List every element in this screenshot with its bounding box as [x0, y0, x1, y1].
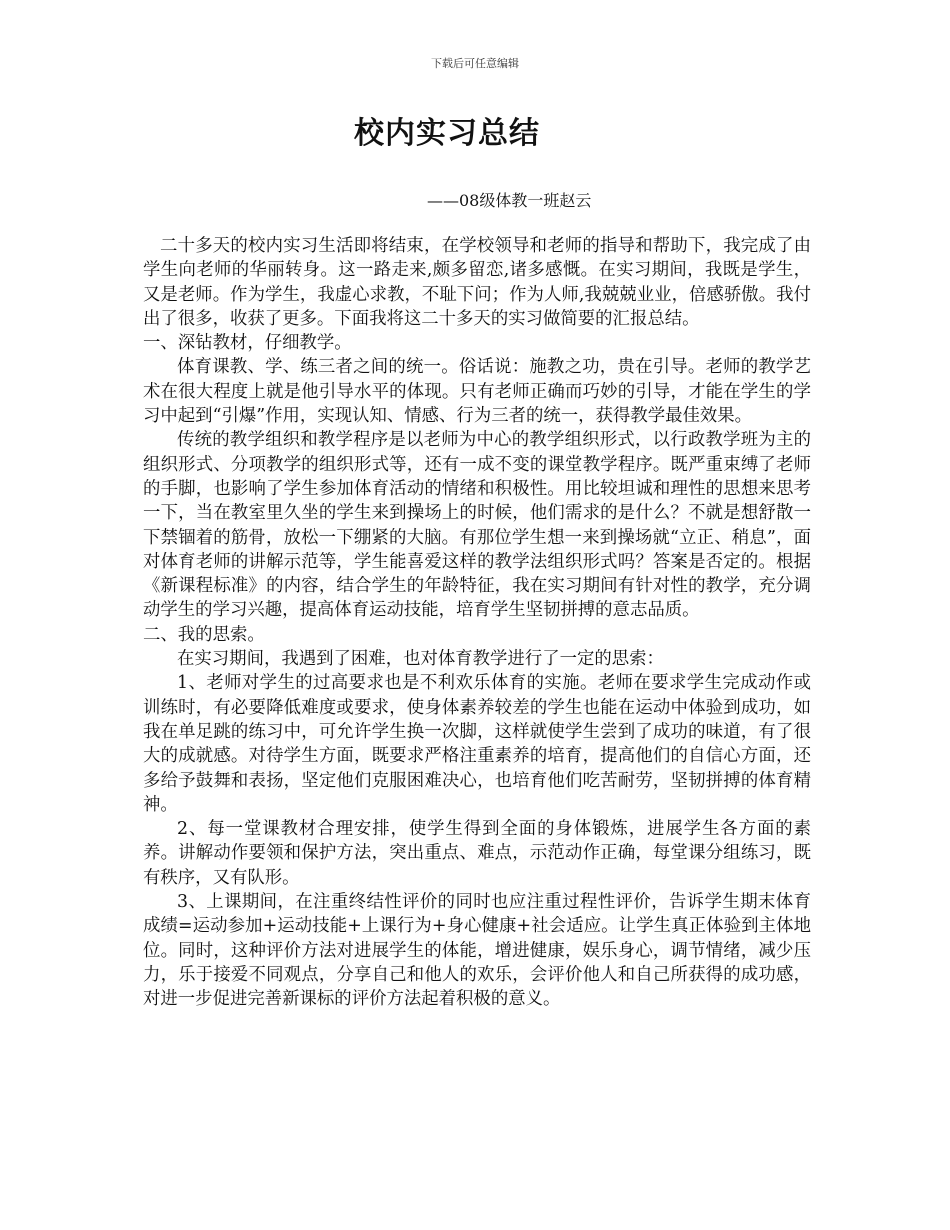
page-header-note: 下载后可任意编辑 — [431, 57, 519, 70]
document-byline: ——08级体教一班赵云 — [427, 191, 592, 210]
numbered-paragraph: 3、上课期间，在注重终结性评价的同时也应注重过程性评价，告诉学生期末体育成绩=运动参加+运动技能+上课行为+身心健康+社会适应。让学生真正体验到主体地位。同时，这种评价方法对进展学生的体能，增进健康，娱乐身心，调节情绪，减少压力，乐于接爱不同观点，分享自己和他人的欢乐，会评价他人和自己所获得的成功感，对进一步促进完善新课标的评价方法起着积极的意义。 — [143, 892, 811, 1010]
intro-paragraph: 二十多天的校内实习生活即将结束，在学校领导和老师的指导和帮助下，我完成了由学生向老师的华丽转身。这一路走来,颇多留恋,诸多感慨。在实习期间，我既是学生，又是老师。作为学生，我虚心求教，不耻下问；作为人师,我兢兢业业，倍感骄傲。我付出了很多，收获了更多。下面我将这二十多天的实习做简要的汇报总结。 — [143, 236, 811, 329]
body-paragraph: 传统的教学组织和教学程序是以老师为中心的教学组织形式，以行政教学班为主的组织形式、分项教学的组织形式等，还有一成不变的课堂教学程序。既严重束缚了老师的手脚，也影响了学生参加体育活动的情绪和积极性。用比较坦诚和理性的思想来思考一下，当在教室里久坐的学生来到操场上的时候，他们需求的是什么？不就是想舒散一下禁锢着的筋骨，放松一下绷紧的大脑。有那位学生想一来到操场就“立正、稍息”，面对体育老师的讲解示范等，学生能喜爱这样的教学法组织形式吗？答案是否定的。根据《新课程标准》的内容，结合学生的年龄特征，我在实习期间有针对性的教学，充分调动学生的学习兴趣，提高体育运动技能，培育学生坚韧拼搏的意志品质。 — [143, 430, 811, 621]
numbered-paragraph: 1、老师对学生的过高要求也是不利欢乐体育的实施。老师在要求学生完成动作或训练时，有必要降低难度或要求，使身体素养较差的学生也能在运动中体验到成功，如我在单足跳的练习中，可允许学生换一次脚，这样就使学生尝到了成功的味道，有了很大的成就感。对待学生方面，既要求严格注重素养的培育，提高他们的自信心方面，还多给予鼓舞和表扬，坚定他们克服困难决心，也培育他们吃苦耐劳，坚韧拼搏的体育精神。 — [143, 673, 811, 815]
document-body — [143, 234, 811, 1012]
numbered-paragraph: 2、每一堂课教材合理安排，使学生得到全面的身体锻炼，进展学生各方面的素养。讲解动作要领和保护方法，突出重点、难点，示范动作正确，每堂课分组练习，既有秩序，又有队形。 — [143, 819, 811, 888]
body-paragraph: 体育课教、学、练三者之间的统一。俗话说：施教之功，贵在引导。老师的教学艺术在很大程度上就是他引导水平的体现。只有老师正确而巧妙的引导，才能在学生的学习中起到“引爆”作用，实现认知、情感、行为三者的统一，获得教学最佳效果。 — [143, 357, 811, 427]
document-title: 校内实习总结 — [354, 116, 540, 151]
section-heading-2: 二、我的思索。 — [143, 624, 265, 645]
body-paragraph: 在实习期间，我遇到了困难，也对体育教学进行了一定的思索： — [177, 649, 664, 670]
section-heading-1: 一、深钻教材，仔细教学。 — [143, 333, 352, 354]
